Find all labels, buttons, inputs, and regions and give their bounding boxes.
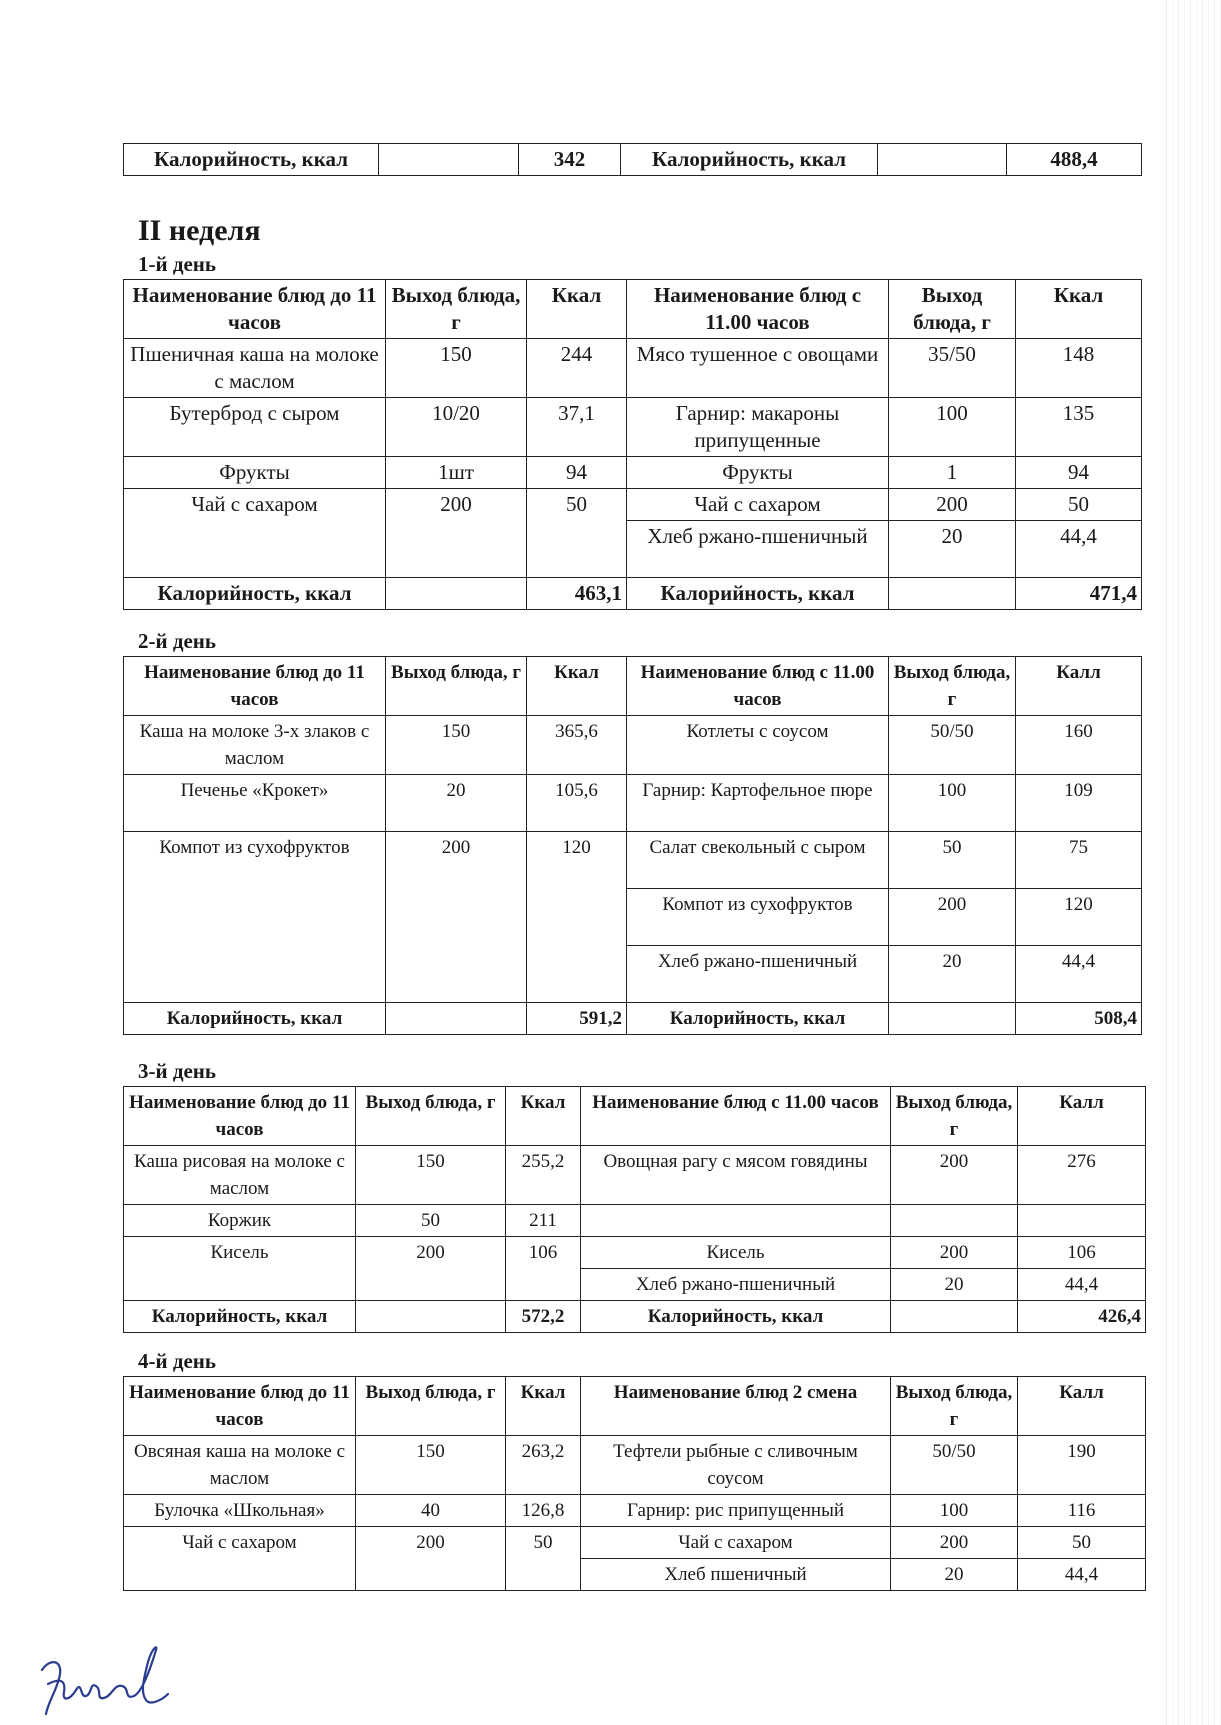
- kcal-cell: 75: [1016, 832, 1142, 889]
- dish-cell: Хлеб ржано-пшеничный: [627, 521, 889, 578]
- total-label: Калорийность, ккал: [627, 1003, 889, 1035]
- yield-cell: 100: [889, 775, 1016, 832]
- top-total-table: [123, 143, 1142, 176]
- table-row: [124, 716, 1142, 775]
- day-title: 1-й день: [138, 252, 216, 276]
- table-row: [124, 1237, 1146, 1269]
- total-label: Калорийность, ккал: [124, 578, 386, 610]
- table-row: [124, 489, 1142, 521]
- header-cell: Наименование блюд до 11 часов: [124, 1377, 356, 1436]
- dish-cell: Фрукты: [627, 457, 889, 489]
- kcal-cell: 255,2: [506, 1146, 581, 1205]
- header-cell: Наименование блюд с 11.00 часов: [581, 1087, 891, 1146]
- total-value: 508,4: [1016, 1003, 1142, 1035]
- yield-cell: 50/50: [891, 1436, 1018, 1495]
- yield-cell: 200: [386, 489, 527, 578]
- dish-cell: Гарнир: Картофельное пюре: [627, 775, 889, 832]
- total-label: Калорийность, ккал: [124, 1301, 356, 1333]
- dish-cell: Булочка «Школьная»: [124, 1495, 356, 1527]
- dish-cell: Гарнир: макароны припущенные: [627, 398, 889, 457]
- kcal-cell: 120: [1016, 889, 1142, 946]
- total-label-right: Калорийность, ккал: [621, 144, 878, 176]
- yield-cell: 20: [889, 946, 1016, 1003]
- scan-edge: [1161, 0, 1221, 1725]
- yield-cell: 150: [386, 339, 527, 398]
- total-value: 572,2: [506, 1301, 581, 1333]
- kcal-cell: 105,6: [527, 775, 627, 832]
- dish-cell: Кисель: [581, 1237, 891, 1269]
- dish-cell: Компот из сухофруктов: [627, 889, 889, 946]
- dish-cell: Гарнир: рис припущенный: [581, 1495, 891, 1527]
- header-cell: Выход блюда, г: [386, 657, 527, 716]
- yield-cell: 1: [889, 457, 1016, 489]
- kcal-cell: 135: [1016, 398, 1142, 457]
- dish-cell: Хлеб ржано-пшеничный: [581, 1269, 891, 1301]
- yield-cell: 200: [891, 1527, 1018, 1559]
- table-row: [124, 1146, 1146, 1205]
- kcal-cell: 44,4: [1016, 946, 1142, 1003]
- table-header-row: [124, 657, 1142, 716]
- dish-cell: Хлеб пшеничный: [581, 1559, 891, 1591]
- header-cell: Наименование блюд с 11.00 часов: [627, 657, 889, 716]
- day-2-table: [123, 656, 1142, 1035]
- dish-cell: Котлеты с соусом: [627, 716, 889, 775]
- total-value: 426,4: [1018, 1301, 1146, 1333]
- dish-cell: [581, 1205, 891, 1237]
- header-cell: Выход блюда, г: [386, 280, 527, 339]
- dish-cell: Чай с сахаром: [124, 489, 386, 578]
- header-cell: Наименование блюд до 11 часов: [124, 280, 386, 339]
- yield-cell: 20: [891, 1559, 1018, 1591]
- dish-cell: Бутерброд с сыром: [124, 398, 386, 457]
- table-row: [124, 1205, 1146, 1237]
- dish-cell: Печенье «Крокет»: [124, 775, 386, 832]
- header-cell: Выход блюда, г: [891, 1087, 1018, 1146]
- table-row: [124, 398, 1142, 457]
- kcal-cell: 116: [1018, 1495, 1146, 1527]
- empty-cell: [891, 1301, 1018, 1333]
- total-label-left: Калорийность, ккал: [124, 144, 379, 176]
- kcal-cell: 50: [1016, 489, 1142, 521]
- empty-cell: [889, 1003, 1016, 1035]
- kcal-cell: 160: [1016, 716, 1142, 775]
- header-cell: Ккал: [506, 1087, 581, 1146]
- yield-cell: 20: [891, 1269, 1018, 1301]
- table-row: [124, 144, 1142, 176]
- total-value-right: 488,4: [1007, 144, 1142, 176]
- kcal-cell: 44,4: [1018, 1559, 1146, 1591]
- empty-cell: [386, 1003, 527, 1035]
- header-cell: Калл: [1018, 1377, 1146, 1436]
- header-cell: Ккал: [1016, 280, 1142, 339]
- signature-mark: [30, 1640, 180, 1720]
- table-row: [124, 457, 1142, 489]
- total-label: Калорийность, ккал: [581, 1301, 891, 1333]
- yield-cell: 200: [889, 489, 1016, 521]
- total-row: [124, 578, 1142, 610]
- yield-cell: 50/50: [889, 716, 1016, 775]
- empty-cell: [386, 578, 527, 610]
- yield-cell: 200: [386, 832, 527, 1003]
- total-value-left: 342: [519, 144, 621, 176]
- header-cell: Калл: [1016, 657, 1142, 716]
- table-row: [124, 1527, 1146, 1559]
- dish-cell: Чай с сахаром: [627, 489, 889, 521]
- yield-cell: [891, 1205, 1018, 1237]
- kcal-cell: 365,6: [527, 716, 627, 775]
- yield-cell: 50: [889, 832, 1016, 889]
- kcal-cell: 94: [1016, 457, 1142, 489]
- day-title: 3-й день: [138, 1059, 216, 1083]
- dish-cell: Пшеничная каша на молоке с маслом: [124, 339, 386, 398]
- dish-cell: Овощная рагу с мясом говядины: [581, 1146, 891, 1205]
- table-row: [124, 339, 1142, 398]
- total-label: Калорийность, ккал: [124, 1003, 386, 1035]
- kcal-cell: 276: [1018, 1146, 1146, 1205]
- table-header-row: [124, 280, 1142, 339]
- dish-cell: Компот из сухофруктов: [124, 832, 386, 1003]
- yield-cell: 100: [889, 398, 1016, 457]
- yield-cell: 35/50: [889, 339, 1016, 398]
- kcal-cell: 94: [527, 457, 627, 489]
- header-cell: Выход блюда, г: [889, 280, 1016, 339]
- yield-cell: 10/20: [386, 398, 527, 457]
- table-row: [124, 1495, 1146, 1527]
- total-label: Калорийность, ккал: [627, 578, 889, 610]
- dish-cell: Фрукты: [124, 457, 386, 489]
- empty-cell: [889, 578, 1016, 610]
- header-cell: Выход блюда, г: [356, 1377, 506, 1436]
- yield-cell: 20: [889, 521, 1016, 578]
- dish-cell: Чай с сахаром: [124, 1527, 356, 1591]
- kcal-cell: 126,8: [506, 1495, 581, 1527]
- header-cell: Ккал: [527, 657, 627, 716]
- dish-cell: Хлеб ржано-пшеничный: [627, 946, 889, 1003]
- kcal-cell: 50: [527, 489, 627, 578]
- kcal-cell: 109: [1016, 775, 1142, 832]
- yield-cell: 200: [356, 1527, 506, 1591]
- kcal-cell: 263,2: [506, 1436, 581, 1495]
- yield-cell: 100: [891, 1495, 1018, 1527]
- yield-cell: 150: [386, 716, 527, 775]
- kcal-cell: 120: [527, 832, 627, 1003]
- empty-cell: [356, 1301, 506, 1333]
- dish-cell: Тефтели рыбные с сливочным соусом: [581, 1436, 891, 1495]
- table-row: [124, 832, 1142, 889]
- dish-cell: Салат свекольный с сыром: [627, 832, 889, 889]
- kcal-cell: 244: [527, 339, 627, 398]
- kcal-cell: 44,4: [1018, 1269, 1146, 1301]
- day-3-table: [123, 1086, 1146, 1333]
- yield-cell: 200: [356, 1237, 506, 1301]
- kcal-cell: [1018, 1205, 1146, 1237]
- kcal-cell: 106: [1018, 1237, 1146, 1269]
- total-row: [124, 1301, 1146, 1333]
- day-1-table: [123, 279, 1142, 610]
- day-title: 4-й день: [138, 1349, 216, 1373]
- yield-cell: 20: [386, 775, 527, 832]
- total-value: 463,1: [527, 578, 627, 610]
- kcal-cell: 106: [506, 1237, 581, 1301]
- dish-cell: Каша на молоке 3-х злаков с маслом: [124, 716, 386, 775]
- empty-cell: [379, 144, 519, 176]
- yield-cell: 150: [356, 1436, 506, 1495]
- kcal-cell: 148: [1016, 339, 1142, 398]
- week-title: II неделя: [138, 214, 261, 247]
- yield-cell: 200: [891, 1146, 1018, 1205]
- table-header-row: [124, 1377, 1146, 1436]
- kcal-cell: 50: [1018, 1527, 1146, 1559]
- day-4-table: [123, 1376, 1146, 1591]
- dish-cell: Чай с сахаром: [581, 1527, 891, 1559]
- yield-cell: 200: [889, 889, 1016, 946]
- dish-cell: Каша рисовая на молоке с маслом: [124, 1146, 356, 1205]
- header-cell: Наименование блюд до 11 часов: [124, 657, 386, 716]
- total-row: [124, 1003, 1142, 1035]
- header-cell: Ккал: [506, 1377, 581, 1436]
- header-cell: Выход блюда, г: [889, 657, 1016, 716]
- yield-cell: 200: [891, 1237, 1018, 1269]
- yield-cell: 1шт: [386, 457, 527, 489]
- yield-cell: 40: [356, 1495, 506, 1527]
- empty-cell: [878, 144, 1007, 176]
- table-header-row: [124, 1087, 1146, 1146]
- total-value: 591,2: [527, 1003, 627, 1035]
- header-cell: Выход блюда, г: [356, 1087, 506, 1146]
- yield-cell: 150: [356, 1146, 506, 1205]
- header-cell: Наименование блюд до 11 часов: [124, 1087, 356, 1146]
- kcal-cell: 50: [506, 1527, 581, 1591]
- dish-cell: Кисель: [124, 1237, 356, 1301]
- header-cell: Наименование блюд 2 смена: [581, 1377, 891, 1436]
- table-row: [124, 775, 1142, 832]
- kcal-cell: 211: [506, 1205, 581, 1237]
- dish-cell: Овсяная каша на молоке с маслом: [124, 1436, 356, 1495]
- total-value: 471,4: [1016, 578, 1142, 610]
- header-cell: Наименование блюд с 11.00 часов: [627, 280, 889, 339]
- dish-cell: Коржик: [124, 1205, 356, 1237]
- dish-cell: Мясо тушенное с овощами: [627, 339, 889, 398]
- day-title: 2-й день: [138, 629, 216, 653]
- header-cell: Выход блюда, г: [891, 1377, 1018, 1436]
- header-cell: Ккал: [527, 280, 627, 339]
- header-cell: Калл: [1018, 1087, 1146, 1146]
- kcal-cell: 44,4: [1016, 521, 1142, 578]
- kcal-cell: 190: [1018, 1436, 1146, 1495]
- table-row: [124, 1436, 1146, 1495]
- kcal-cell: 37,1: [527, 398, 627, 457]
- yield-cell: 50: [356, 1205, 506, 1237]
